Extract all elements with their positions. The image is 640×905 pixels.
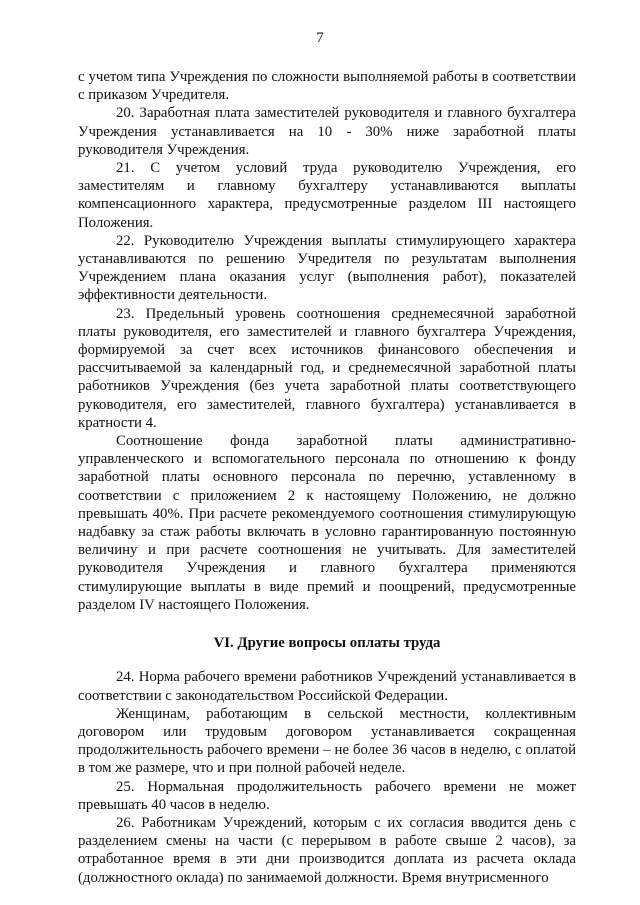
paragraph-women: Женщинам, работающим в сельской местности, коллективным договором или трудовым договором устанавливается сокращенная продолжительность рабочего времени – не более 36 часов в неделю, с оплатой в том же размере, что и при полной рабочей неделе. bbox=[78, 705, 576, 777]
page-number: 7 bbox=[316, 30, 324, 46]
paragraph-26: 26. Работникам Учреждений, которым с их согласия вводится день с разделением смены на части (с перерывом в работе свыше 2 часов), за отработанное время в эти дни производится доплата из расчета оклада (должностного оклада) по занимаемой должности. Время внутрисменного bbox=[78, 814, 576, 886]
document-body bbox=[78, 68, 576, 887]
paragraph-25: 25. Нормальная продолжительность рабочего времени не может превышать 40 часов в неделю. bbox=[78, 778, 576, 813]
paragraph-ratio: Соотношение фонда заработной платы административно-управленческого и вспомогательного персонала по отношению к фонду заработной платы основного персонала по перечню, уставленному в соответствии с приложением 2 к настоящему Положению, не должно превышать 40%. При расчете рекомендуемого соотношения стимулирующую надбавку за стаж работы включать в условно гарантированную постоянную величину и при расчете соотношения не учитывать. Для заместителей руководителя Учреждения и главного бухгалтера применяются стимулирующие выплаты в виде премий и поощрений, предусмотренные разделом IV настоящего Положения. bbox=[78, 433, 576, 613]
paragraph-continuation: с учетом типа Учреждения по сложности выполняемой работы в соответствии с приказом Учредителя. bbox=[78, 69, 576, 104]
paragraph-24: 24. Норма рабочего времени работников Учреждений устанавливается в соответствии с законодательством Российской Федерации. bbox=[78, 669, 576, 704]
section-heading: VI. Другие вопросы оплаты труда bbox=[213, 635, 441, 652]
paragraph-21: 21. С учетом условий труда руководителю Учреждения, его заместителям и главному бухгалтеру устанавливаются выплаты компенсационного характера, предусмотренные разделом III настоящего Положения. bbox=[78, 160, 576, 231]
paragraph-22: 22. Руководителю Учреждения выплаты стимулирующего характера устанавливаются по решению Учредителя по результатам выполнения Учреждением плана оказания услуг (выполнения работ), показателей эффективности деятельности. bbox=[78, 232, 576, 304]
paragraph-23: 23. Предельный уровень соотношения среднемесячной заработной платы руководителя, его заместителей и главного бухгалтера Учреждения, формируемой за счет всех источников финансового обеспечения и рассчитываемой за календарный год, и среднемесячной заработной платы работников Учреждения (без учета заработной платы соответствующего руководителя, его заместителей, главного бухгалтера) устанавливается в кратности 4. bbox=[78, 305, 576, 431]
paragraph-20: 20. Заработная плата заместителей руководителя и главного бухгалтера Учреждения устанавливается на 10 - 30% ниже заработной платы руководителя Учреждения. bbox=[78, 105, 576, 158]
